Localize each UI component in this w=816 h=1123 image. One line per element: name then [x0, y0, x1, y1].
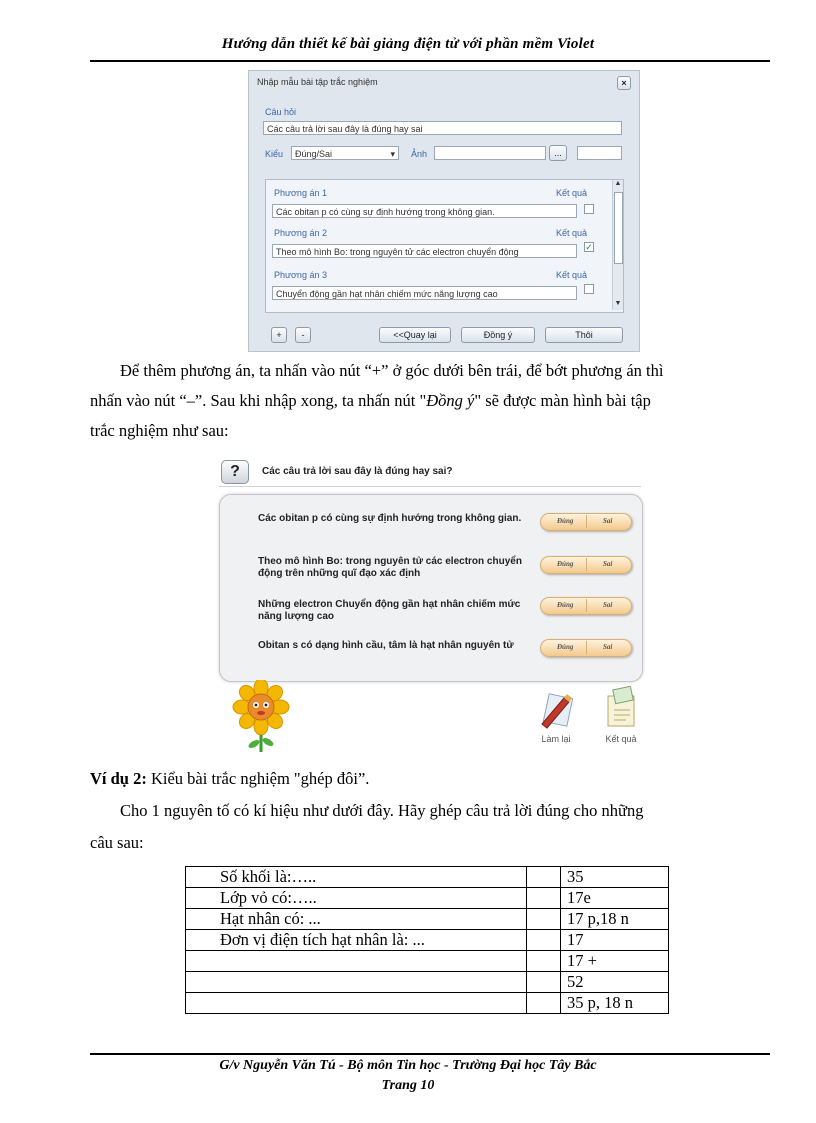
result-label: Kết quả	[556, 270, 588, 280]
false-button[interactable]: Sai	[603, 643, 613, 651]
table-cell: 52	[561, 972, 669, 993]
quiz-question: Các câu trả lời sau đây là đúng hay sai?	[262, 466, 453, 477]
true-button[interactable]: Đúng	[557, 560, 574, 568]
type-label: Kiểu	[265, 149, 284, 159]
quiz-box	[219, 494, 643, 682]
quiz-statement: Obitan s có dạng hình cầu, tâm là hạt nhân nguyên tử	[258, 640, 514, 651]
options-scrollbar[interactable]	[612, 180, 623, 310]
table-row	[186, 867, 669, 888]
table-cell: Hạt nhân có: ...	[186, 909, 527, 930]
result-label: Kết quả	[556, 188, 588, 198]
option-input[interactable]: Các obitan p có cùng sự định hướng trong không gian.	[272, 204, 577, 218]
true-false-pill[interactable]	[540, 639, 632, 657]
table-cell	[527, 909, 561, 930]
chevron-down-icon: ▾	[390, 149, 395, 159]
option-checkbox-checked[interactable]: ✓	[585, 242, 593, 252]
ok-button[interactable]: Đồng ý	[461, 327, 535, 343]
footer-author: G/v Nguyễn Văn Tú - Bộ môn Tin học - Trường Đại học Tây Bắc	[219, 1058, 597, 1073]
paragraph-line	[90, 386, 651, 416]
question-label: Câu hỏi	[265, 107, 297, 117]
table-cell: 17 p,18 n	[561, 909, 669, 930]
table-cell: Lớp vỏ có:…..	[186, 888, 527, 909]
table-cell: 17	[561, 930, 669, 951]
scroll-up-icon[interactable]: ▲	[614, 180, 622, 187]
false-button[interactable]: Sai	[603, 560, 613, 568]
example-bold: Ví dụ 2:	[90, 769, 147, 788]
table-row	[186, 909, 669, 930]
table-row	[186, 888, 669, 909]
table-cell: Đơn vị điện tích hạt nhân là: ...	[186, 930, 527, 951]
option-input[interactable]: Chuyển động gần hạt nhân chiếm mức năng lượng cao	[272, 286, 577, 300]
sunflower-icon	[228, 680, 294, 754]
table-cell: 17e	[561, 888, 669, 909]
true-button[interactable]: Đúng	[557, 517, 574, 525]
scroll-thumb[interactable]	[614, 192, 623, 264]
page-header-title: Hướng dẫn thiết kế bài giảng điện tử với phần mềm Violet	[221, 36, 595, 52]
true-false-pill[interactable]	[540, 556, 632, 574]
example-heading	[90, 764, 369, 794]
table-cell	[186, 993, 527, 1014]
result-label[interactable]: Kết quả	[605, 734, 637, 744]
true-button[interactable]: Đúng	[557, 643, 574, 651]
quiz-statement: Những electron Chuyển động gần hạt nhân chiếm mức năng lượng cao	[258, 599, 521, 622]
options-panel	[265, 179, 624, 313]
table-row	[186, 951, 669, 972]
browse-button[interactable]: ...	[549, 145, 567, 161]
question-input[interactable]: Các câu trả lời sau đây là đúng hay sai	[263, 121, 622, 135]
false-button[interactable]: Sai	[603, 601, 613, 609]
table-cell	[527, 867, 561, 888]
table-row	[186, 993, 669, 1014]
type-select-value: Đúng/Sai	[295, 149, 333, 159]
image-label: Ảnh	[411, 149, 428, 159]
paragraph-line: câu sau:	[90, 833, 144, 852]
table-cell: 35 p, 18 n	[561, 993, 669, 1014]
table-cell: Số khối là:…..	[186, 867, 527, 888]
remove-option-button[interactable]: -	[295, 327, 311, 343]
question-icon: ?	[221, 460, 249, 484]
page-number: Trang 10	[381, 1078, 435, 1093]
option-checkbox[interactable]	[584, 204, 594, 214]
header-rule	[90, 60, 770, 62]
image-input[interactable]	[434, 146, 546, 160]
paragraph-italic: Đồng ý	[426, 391, 475, 410]
option-label: Phương án 2	[274, 228, 327, 238]
table-row	[186, 930, 669, 951]
table-cell	[186, 951, 527, 972]
table-cell	[527, 993, 561, 1014]
quiz-divider	[219, 486, 641, 487]
type-select[interactable]	[291, 146, 399, 160]
paragraph-line: trắc nghiệm như sau:	[90, 421, 229, 440]
paragraph-text: nhấn vào nút “–”. Sau khi nhập xong, ta nhấn nút "	[90, 391, 427, 410]
footer-rule	[90, 1053, 770, 1055]
quiz-input-dialog	[248, 70, 640, 352]
true-false-pill[interactable]	[540, 513, 632, 531]
quiz-statement: Theo mô hình Bo: trong nguyên tử các electron chuyển động trên những quĩ đạo xác định	[258, 556, 522, 579]
table-cell	[527, 972, 561, 993]
option-checkbox[interactable]	[584, 284, 594, 294]
option-label: Phương án 1	[274, 188, 327, 198]
redo-label[interactable]: Làm lại	[541, 734, 571, 744]
table-cell	[186, 972, 527, 993]
table-cell	[527, 951, 561, 972]
quiz-statement: Các obitan p có cùng sự định hướng trong không gian.	[258, 513, 522, 524]
image-extra-input[interactable]	[577, 146, 622, 160]
true-button[interactable]: Đúng	[557, 601, 574, 609]
true-false-pill[interactable]	[540, 597, 632, 615]
paragraph-line: Để thêm phương án, ta nhấn vào nút “+” ở góc dưới bên trái, để bớt phương án thì	[120, 361, 664, 380]
table-row	[186, 972, 669, 993]
table-cell: 35	[561, 867, 669, 888]
table-cell: 17 +	[561, 951, 669, 972]
example-text: Kiểu bài trắc nghiệm "ghép đôi”.	[146, 769, 370, 788]
dialog-title: Nhập mẫu bài tập trắc nghiệm	[257, 77, 378, 87]
result-label: Kết quả	[556, 228, 588, 238]
table-cell	[527, 930, 561, 951]
table-cell	[527, 888, 561, 909]
cancel-button[interactable]: Thôi	[545, 327, 623, 343]
paragraph-text: " sẽ được màn hình bài tập	[474, 391, 651, 410]
scroll-down-icon[interactable]: ▼	[614, 300, 622, 307]
result-icon[interactable]	[604, 686, 640, 730]
false-button[interactable]: Sai	[603, 517, 613, 525]
option-label: Phương án 3	[274, 270, 327, 280]
back-button[interactable]: <<Quay lại	[379, 327, 451, 343]
option-input[interactable]: Theo mô hình Bo: trong nguyên tử các electron chuyển động	[272, 244, 577, 258]
close-icon[interactable]: ×	[617, 76, 631, 90]
redo-icon[interactable]	[536, 690, 576, 730]
matching-table	[185, 866, 669, 1014]
add-option-button[interactable]: +	[271, 327, 287, 343]
paragraph-line: Cho 1 nguyên tố có kí hiệu như dưới đây. Hãy ghép câu trả lời đúng cho những	[120, 801, 644, 820]
